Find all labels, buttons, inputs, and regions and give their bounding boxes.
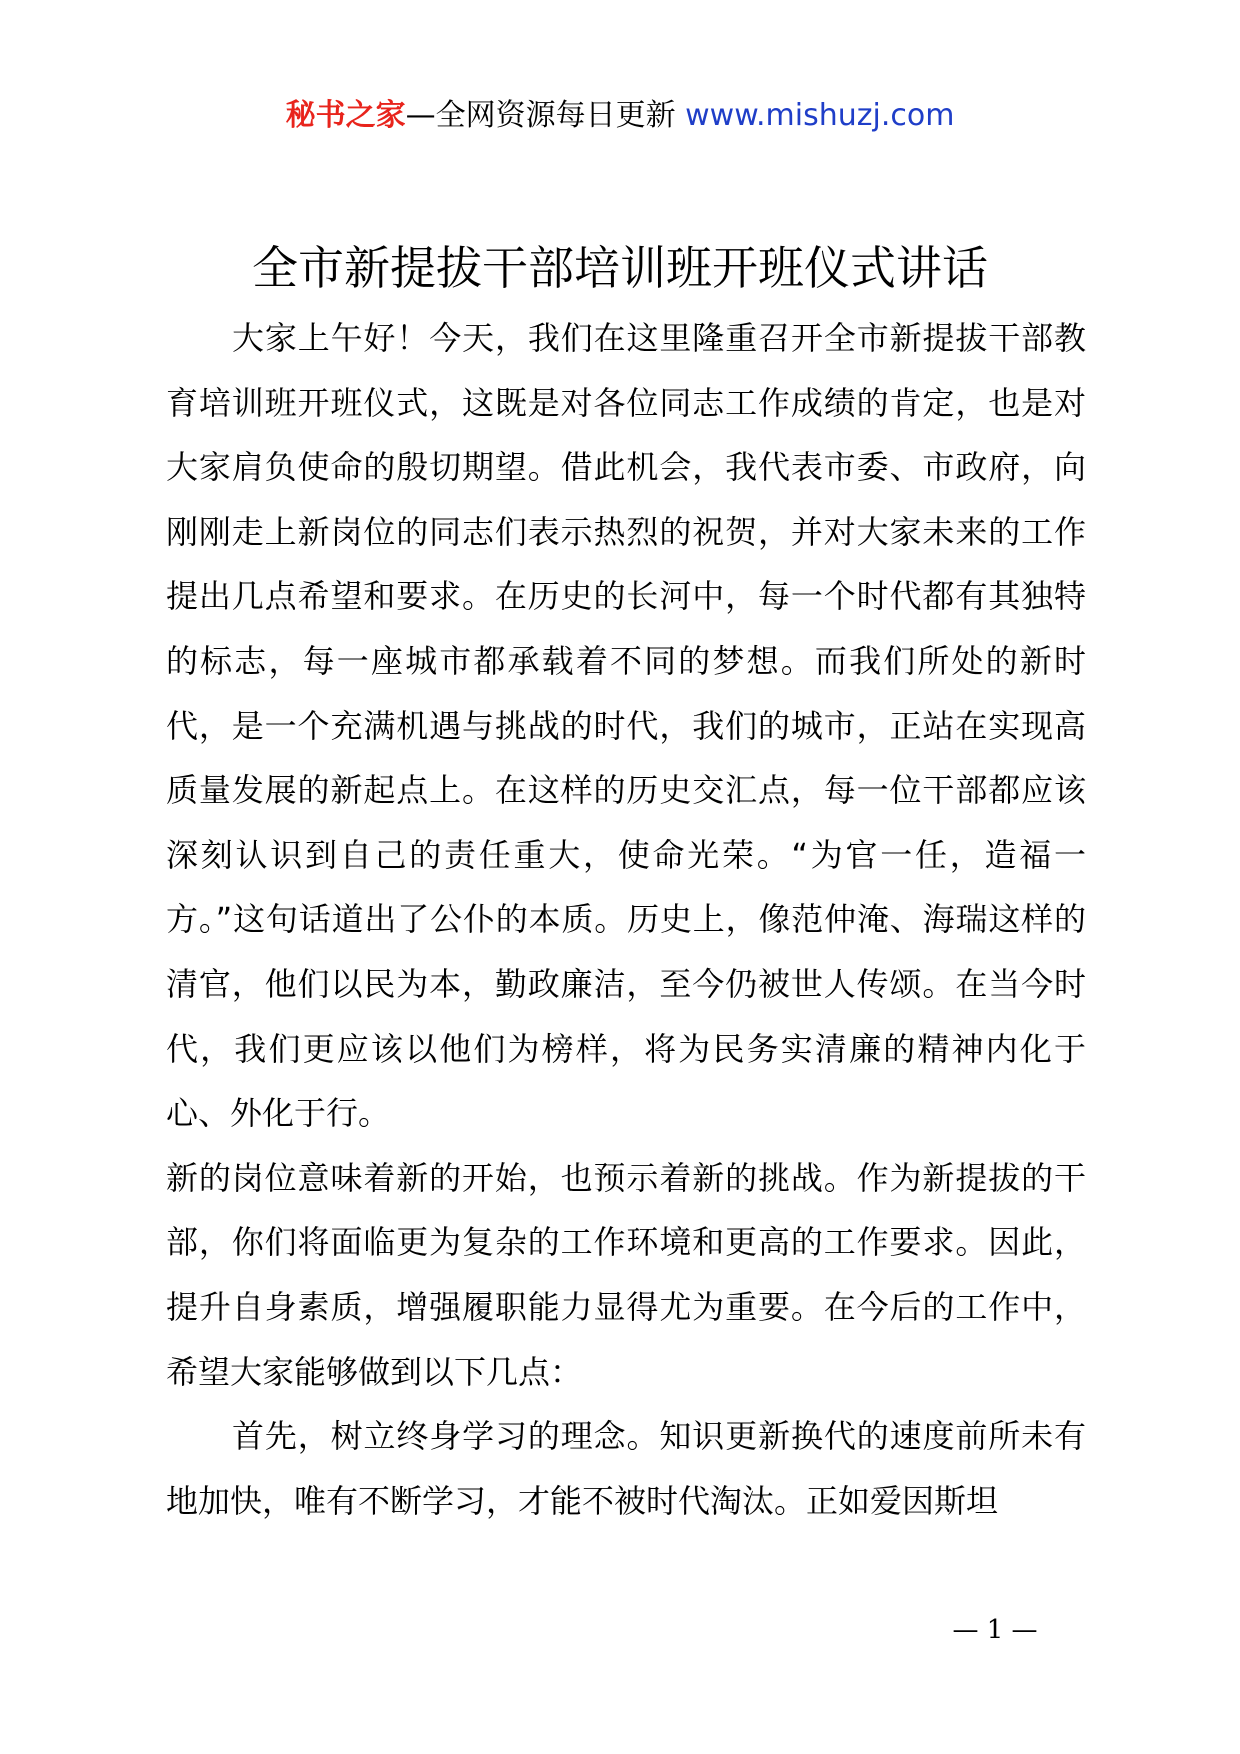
site-header [0,96,1240,136]
paragraph-2: 新的岗位意味着新的开始，也预示着新的挑战。作为新提拔的干部，你们将面临更为复杂的工作环境和更高的工作要求。因此，提升自身素质，增强履职能力显得尤为重要。在今后的工作中，希望大家能够做到以下几点： [166,1158,1086,1391]
document-title: 全市新提拔干部培训班开班仪式讲话 [252,241,988,295]
page-number: — 1 — [952,1615,1038,1645]
paragraph-3: 首先，树立终身学习的理念。知识更新换代的速度前所未有地加快，唯有不断学习，才能不被时代淘汰。正如爱因斯坦 [166,1417,1086,1520]
site-url-link[interactable]: www.mishuzj.com [685,98,955,133]
paragraph-1: 大家上午好！今天，我们在这里隆重召开全市新提拔干部教育培训班开班仪式，这既是对各位同志工作成绩的肯定，也是对大家肩负使命的殷切期望。借此机会，我代表市委、市政府，向刚刚走上新岗位的同志们表示热烈的祝贺，并对大家未来的工作提出几点希望和要求。在历史的长河中，每一个时代都有其独特的标志，每一座城市都承载着不同的梦想。而我们所处的新时代，是一个充满机遇与挑战的时代，我们的城市，正站在实现高质量发展的新起点上。在这样的历史交汇点，每一位干部都应该深刻认识到自己的责任重大，使命光荣。“为官一任，造福一方。”这句话道出了公仆的本质。历史上，像范仲淹、海瑞这样的清官，他们以民为本，勤政廉洁，至今仍被世人传颂。在当今时代，我们更应该以他们为榜样，将为民务实清廉的精神内化于心、外化于行。 [166,319,1086,1133]
brand-name: 秘书之家 [285,98,406,133]
header-slogan: —全网资源每日更新 [405,98,676,133]
document-body [166,306,1086,1533]
